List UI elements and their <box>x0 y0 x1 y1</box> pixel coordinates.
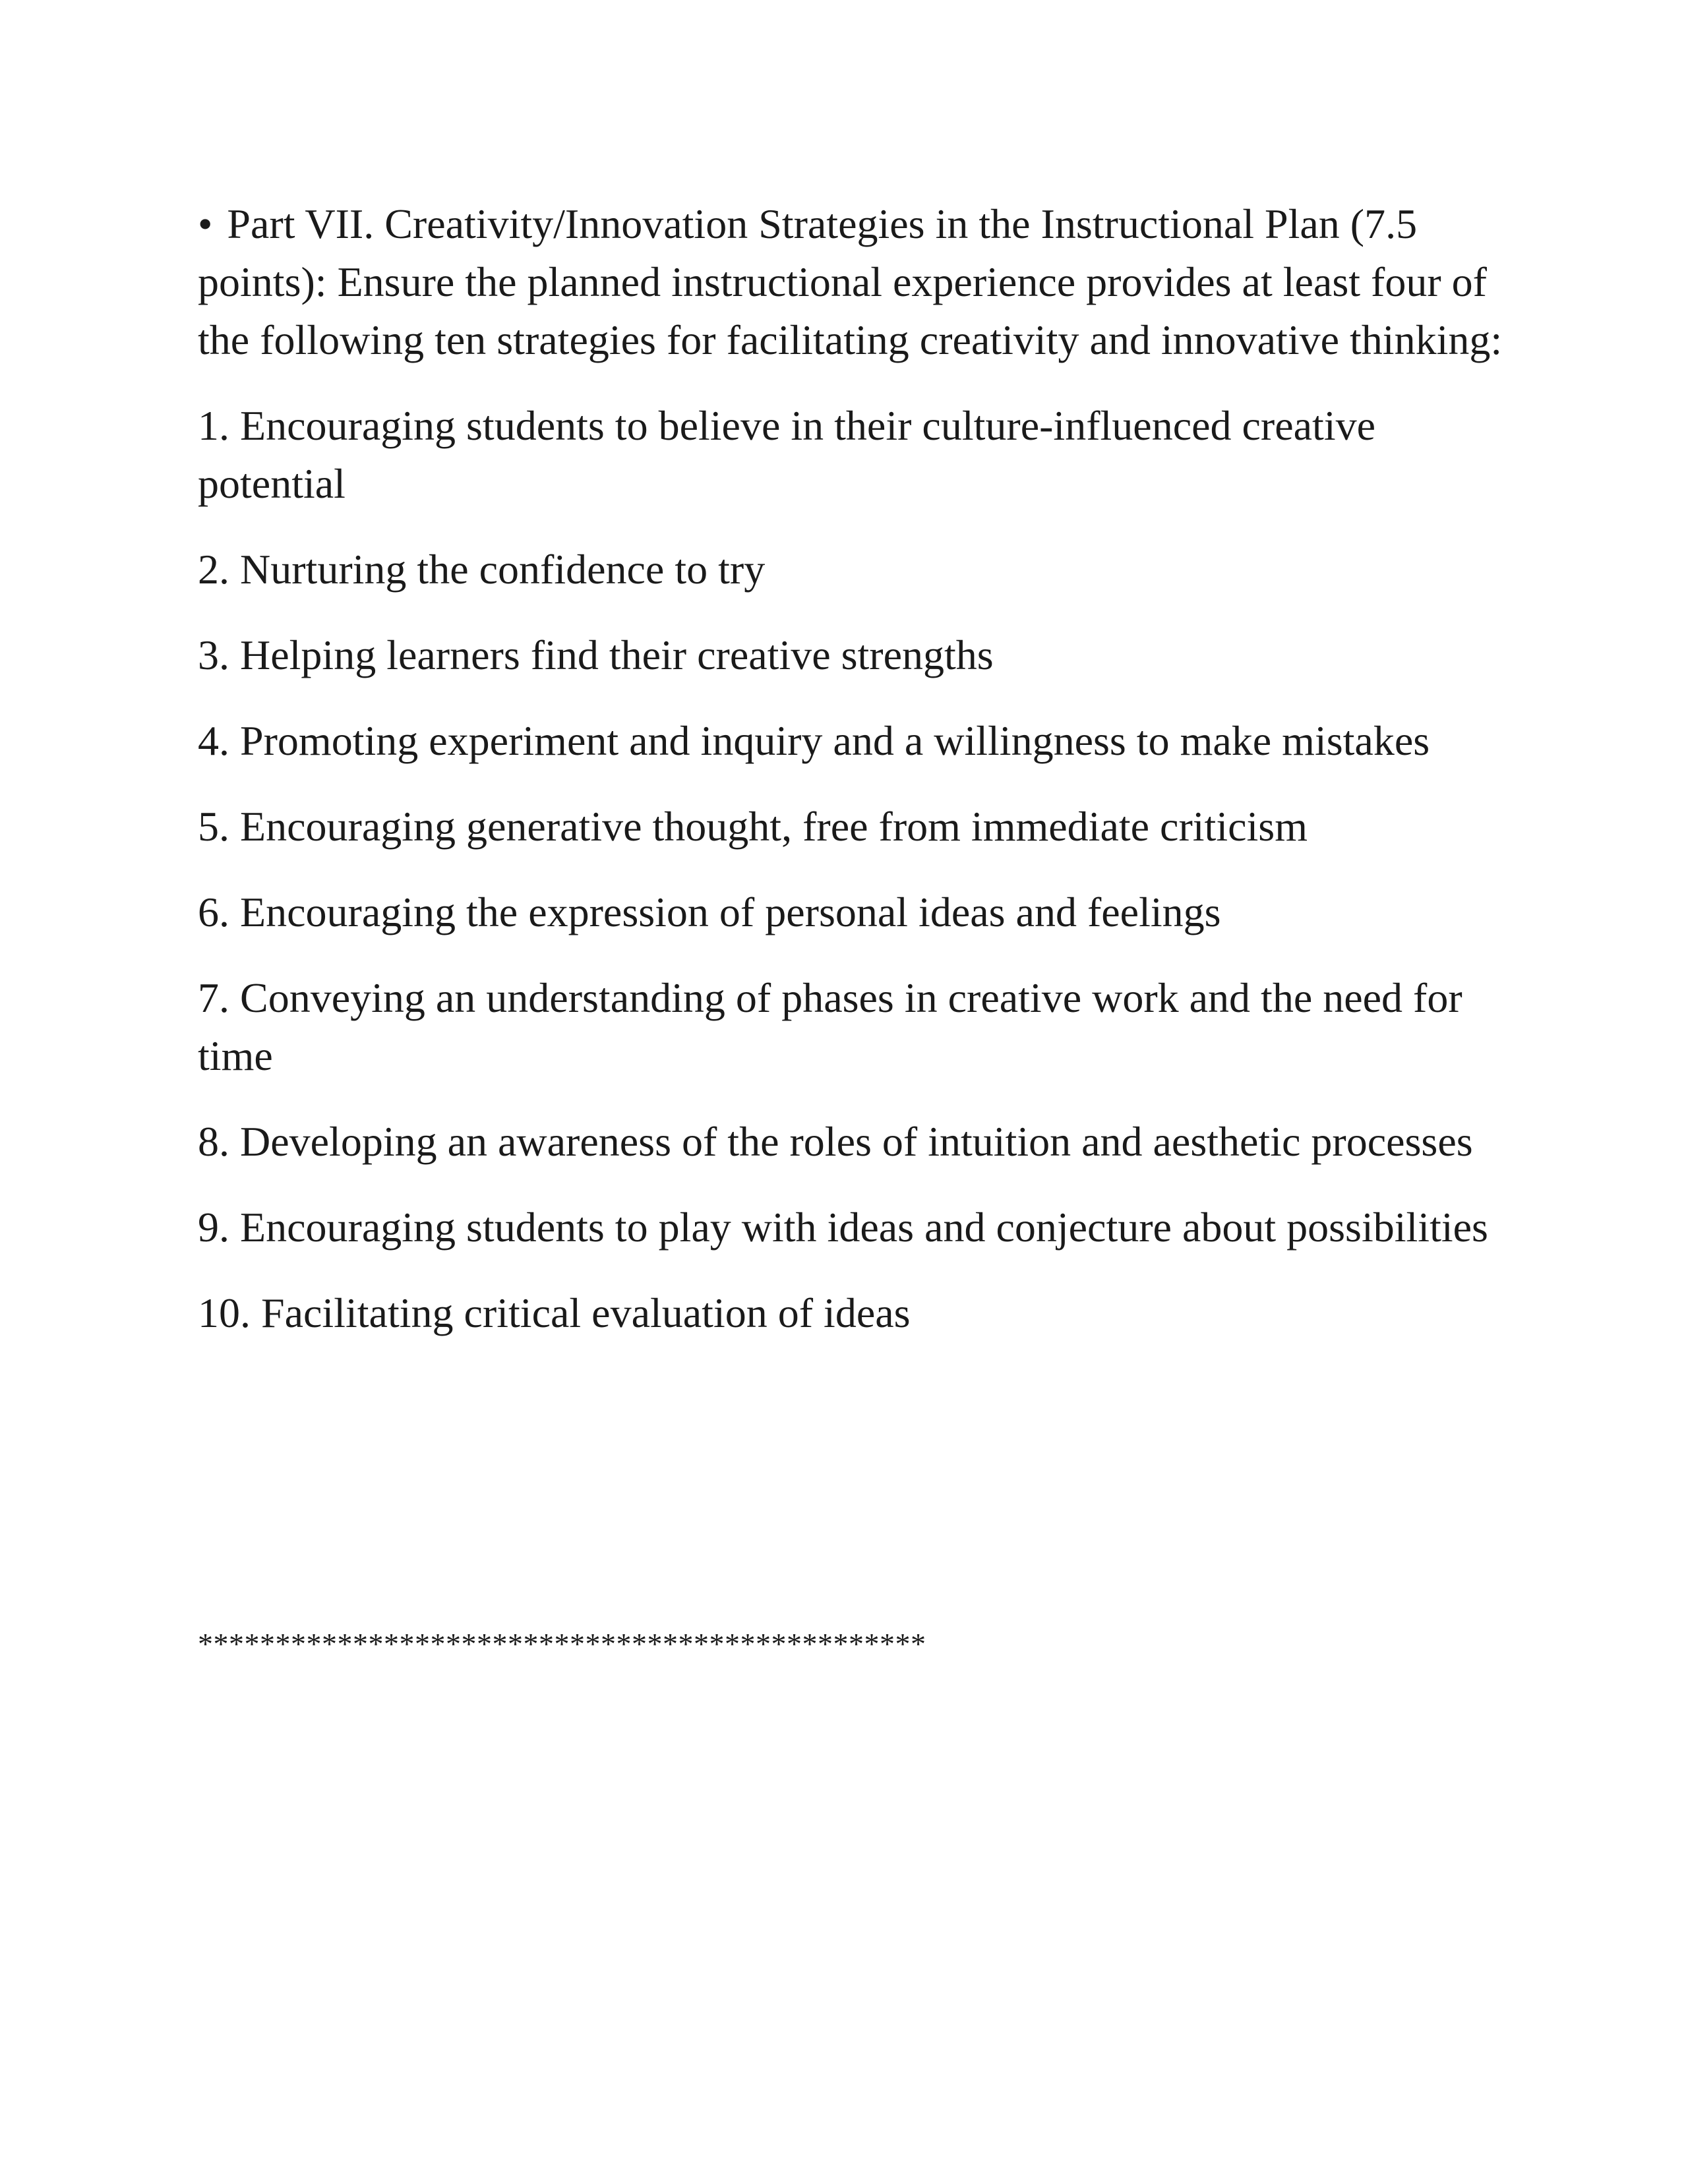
list-item: 4. Promoting experiment and inquiry and a willingness to make mistakes <box>198 717 1430 764</box>
list-item: 10. Facilitating critical evaluation of ideas <box>198 1289 911 1336</box>
list-item: 2. Nurturing the confidence to try <box>198 546 766 593</box>
intro-paragraph <box>198 195 1503 369</box>
list-item: 5. Encouraging generative thought, free from immediate criticism <box>198 803 1308 850</box>
list-item: 6. Encouraging the expression of personal ideas and feelings <box>198 889 1221 935</box>
list-item: 7. Conveying an understanding of phases in creative work and the need for time <box>198 974 1462 1079</box>
list-item: 8. Developing an awareness of the roles of intuition and aesthetic processes <box>198 1118 1473 1165</box>
list-item: 3. Helping learners find their creative strengths <box>198 632 994 678</box>
bullet-icon: • <box>198 200 213 247</box>
intro-text: Part VII. Creativity/Innovation Strategies in the Instructional Plan (7.5 points): Ensure the planned instructional experience provides at least four of the following ten strategies for facilitating creativity and innovative thinking: <box>198 200 1503 363</box>
document-body <box>198 195 1503 1370</box>
asterisk-separator: *********************************************** <box>198 1627 926 1661</box>
list-item: 1. Encouraging students to believe in their culture-influenced creative potential <box>198 402 1375 507</box>
list-item: 9. Encouraging students to play with ideas and conjecture about possibilities <box>198 1204 1488 1251</box>
